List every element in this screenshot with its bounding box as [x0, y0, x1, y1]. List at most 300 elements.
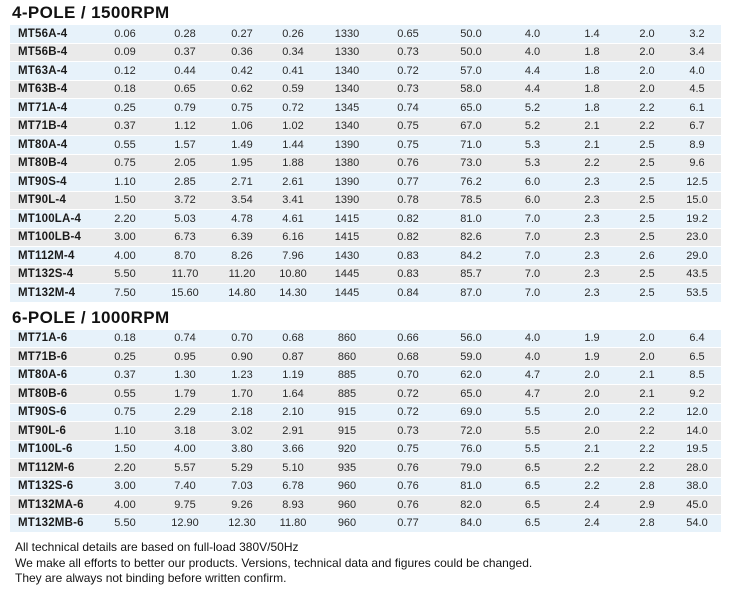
table-row [10, 404, 721, 422]
value-cell: 69.0 [460, 406, 482, 419]
value-cell: 15.60 [171, 286, 199, 299]
value-cell: 0.55 [114, 387, 136, 400]
value-cell: 2.20 [114, 212, 136, 225]
value-cell: 1.12 [174, 120, 196, 133]
value-cell: 0.76 [397, 461, 419, 474]
value-cell: 57.0 [460, 64, 482, 77]
value-cell: 1.9 [584, 350, 600, 363]
model-cell: MT80A-4 [18, 138, 68, 151]
value-cell: 1330 [334, 27, 360, 40]
value-cell: 0.68 [397, 350, 419, 363]
value-cell: 0.73 [397, 424, 419, 437]
value-cell: 2.8 [639, 480, 655, 493]
value-cell: 12.90 [171, 517, 199, 530]
value-cell: 7.40 [174, 480, 196, 493]
value-cell: 4.61 [282, 212, 304, 225]
value-cell: 0.73 [397, 83, 419, 96]
value-cell: 2.5 [639, 175, 655, 188]
table-row [10, 496, 721, 514]
value-cell: 915 [337, 424, 357, 437]
value-cell: 3.00 [114, 231, 136, 244]
value-cell: 5.10 [282, 461, 304, 474]
value-cell: 71.0 [460, 138, 482, 151]
value-cell: 2.2 [639, 101, 655, 114]
value-cell: 6.73 [174, 231, 196, 244]
value-cell: 2.5 [639, 268, 655, 281]
value-cell: 0.27 [231, 27, 253, 40]
value-cell: 58.0 [460, 83, 482, 96]
value-cell: 2.2 [639, 120, 655, 133]
value-cell: 15.0 [686, 194, 708, 207]
value-cell: 960 [337, 480, 357, 493]
value-cell: 73.0 [460, 157, 482, 170]
value-cell: 2.29 [174, 406, 196, 419]
value-cell: 5.5 [524, 424, 541, 437]
value-cell: 920 [337, 443, 357, 456]
value-cell: 0.75 [397, 443, 419, 456]
value-cell: 1.30 [174, 369, 196, 382]
value-cell: 2.05 [174, 157, 196, 170]
model-cell: MT56A-4 [18, 27, 68, 40]
value-cell: 8.5 [689, 369, 705, 382]
value-cell: 860 [337, 332, 357, 345]
footer-note-line: They are always not binding before written confirm. [15, 571, 287, 585]
value-cell: 3.54 [231, 194, 253, 207]
value-cell: 0.37 [174, 46, 196, 59]
value-cell: 0.34 [282, 46, 304, 59]
value-cell: 2.0 [584, 387, 600, 400]
value-cell: 1.50 [114, 194, 136, 207]
model-cell: MT71A-4 [18, 101, 68, 114]
value-cell: 2.5 [639, 286, 655, 299]
table-row [10, 118, 721, 136]
value-cell: 2.91 [282, 424, 304, 437]
value-cell: 4.0 [524, 332, 541, 345]
value-cell: 0.73 [397, 46, 419, 59]
value-cell: 885 [337, 387, 357, 400]
value-cell: 0.06 [114, 27, 136, 40]
value-cell: 6.4 [689, 332, 705, 345]
value-cell: 2.3 [584, 249, 600, 262]
table-row [10, 136, 721, 154]
value-cell: 2.0 [639, 46, 655, 59]
value-cell: 5.5 [524, 443, 541, 456]
value-cell: 11.70 [171, 268, 199, 281]
value-cell: 1445 [334, 268, 360, 281]
value-cell: 5.5 [524, 406, 541, 419]
value-cell: 1.8 [584, 101, 600, 114]
value-cell: 2.3 [584, 194, 600, 207]
value-cell: 0.70 [397, 369, 419, 382]
value-cell: 0.76 [397, 480, 419, 493]
value-cell: 4.00 [114, 498, 136, 511]
value-cell: 0.83 [397, 249, 419, 262]
value-cell: 4.4 [524, 64, 541, 77]
value-cell: 1.9 [584, 332, 600, 345]
value-cell: 3.00 [114, 480, 136, 493]
value-cell: 2.3 [584, 212, 600, 225]
value-cell: 14.30 [279, 286, 307, 299]
value-cell: 2.1 [584, 120, 600, 133]
value-cell: 0.79 [174, 101, 196, 114]
value-cell: 5.57 [174, 461, 196, 474]
model-cell: MT71B-6 [18, 350, 68, 363]
value-cell: 53.5 [686, 286, 708, 299]
value-cell: 4.00 [114, 249, 136, 262]
value-cell: 6.7 [689, 120, 705, 133]
model-cell: MT132MA-6 [18, 498, 84, 511]
table-row [10, 478, 721, 496]
table-row [10, 81, 721, 99]
value-cell: 5.50 [114, 268, 136, 281]
value-cell: 76.0 [460, 443, 482, 456]
value-cell: 3.2 [689, 27, 705, 40]
model-cell: MT90L-6 [18, 424, 67, 437]
value-cell: 5.2 [524, 120, 541, 133]
model-cell: MT63B-4 [18, 83, 68, 96]
value-cell: 0.55 [114, 138, 136, 151]
value-cell: 12.5 [686, 175, 708, 188]
value-cell: 82.6 [460, 231, 482, 244]
value-cell: 2.2 [639, 461, 655, 474]
value-cell: 0.66 [397, 332, 419, 345]
value-cell: 1340 [334, 120, 360, 133]
value-cell: 1430 [334, 249, 360, 262]
table-row [10, 385, 721, 403]
value-cell: 0.83 [397, 268, 419, 281]
value-cell: 0.74 [397, 101, 419, 114]
value-cell: 0.78 [397, 194, 419, 207]
value-cell: 1.10 [114, 424, 136, 437]
model-cell: MT80B-6 [18, 387, 68, 400]
value-cell: 78.5 [460, 194, 482, 207]
value-cell: 5.50 [114, 517, 136, 530]
value-cell: 56.0 [460, 332, 482, 345]
value-cell: 4.0 [524, 46, 541, 59]
value-cell: 915 [337, 406, 357, 419]
value-cell: 6.5 [524, 517, 541, 530]
value-cell: 2.5 [639, 194, 655, 207]
value-cell: 4.78 [231, 212, 253, 225]
model-cell: MT80A-6 [18, 369, 68, 382]
value-cell: 28.0 [686, 461, 708, 474]
spec-table-6pole [10, 330, 721, 533]
value-cell: 1345 [334, 101, 360, 114]
value-cell: 2.3 [584, 286, 600, 299]
value-cell: 1.57 [174, 138, 196, 151]
value-cell: 3.66 [282, 443, 304, 456]
value-cell: 1.49 [231, 138, 253, 151]
value-cell: 45.0 [686, 498, 708, 511]
value-cell: 2.0 [639, 27, 655, 40]
table-row [10, 330, 721, 348]
value-cell: 1.50 [114, 443, 136, 456]
value-cell: 960 [337, 517, 357, 530]
value-cell: 1.95 [231, 157, 253, 170]
value-cell: 4.0 [524, 27, 541, 40]
value-cell: 1.10 [114, 175, 136, 188]
model-cell: MT132S-6 [18, 480, 74, 493]
value-cell: 7.96 [282, 249, 304, 262]
value-cell: 2.0 [584, 369, 600, 382]
value-cell: 0.75 [231, 101, 253, 114]
value-cell: 6.39 [231, 231, 253, 244]
value-cell: 11.20 [228, 268, 256, 281]
table-row [10, 515, 721, 533]
value-cell: 81.0 [460, 212, 482, 225]
model-cell: MT90S-6 [18, 406, 67, 419]
value-cell: 65.0 [460, 387, 482, 400]
value-cell: 0.74 [174, 332, 196, 345]
table-row [10, 284, 721, 302]
value-cell: 29.0 [686, 249, 708, 262]
value-cell: 0.72 [282, 101, 304, 114]
value-cell: 2.1 [584, 443, 600, 456]
value-cell: 0.72 [397, 64, 419, 77]
value-cell: 0.68 [282, 332, 304, 345]
value-cell: 6.1 [689, 101, 705, 114]
value-cell: 1415 [334, 212, 360, 225]
value-cell: 1.06 [231, 120, 253, 133]
value-cell: 38.0 [686, 480, 708, 493]
value-cell: 1.23 [231, 369, 253, 382]
value-cell: 6.5 [524, 461, 541, 474]
value-cell: 2.1 [639, 369, 655, 382]
value-cell: 12.0 [686, 406, 708, 419]
value-cell: 0.42 [231, 64, 253, 77]
value-cell: 2.2 [639, 406, 655, 419]
value-cell: 2.6 [639, 249, 655, 262]
value-cell: 1.19 [282, 369, 304, 382]
model-cell: MT112M-4 [18, 249, 75, 262]
value-cell: 19.2 [686, 212, 708, 225]
model-cell: MT90L-4 [18, 194, 67, 207]
value-cell: 1.8 [584, 46, 600, 59]
value-cell: 4.0 [689, 64, 705, 77]
value-cell: 3.4 [689, 46, 705, 59]
model-cell: MT132MB-6 [18, 517, 84, 530]
value-cell: 1.64 [282, 387, 304, 400]
value-cell: 43.5 [686, 268, 708, 281]
value-cell: 2.2 [639, 443, 655, 456]
model-cell: MT100LB-4 [18, 231, 82, 244]
value-cell: 5.29 [231, 461, 253, 474]
value-cell: 0.65 [397, 27, 419, 40]
value-cell: 2.0 [639, 64, 655, 77]
value-cell: 0.41 [282, 64, 304, 77]
value-cell: 0.90 [231, 350, 253, 363]
value-cell: 2.5 [639, 157, 655, 170]
value-cell: 19.5 [686, 443, 708, 456]
value-cell: 0.26 [282, 27, 304, 40]
table-row [10, 44, 721, 62]
value-cell: 935 [337, 461, 357, 474]
value-cell: 3.72 [174, 194, 196, 207]
value-cell: 0.12 [114, 64, 136, 77]
value-cell: 1.70 [231, 387, 253, 400]
value-cell: 2.5 [639, 212, 655, 225]
value-cell: 7.0 [524, 286, 541, 299]
model-cell: MT132S-4 [18, 268, 74, 281]
value-cell: 0.36 [231, 46, 253, 59]
value-cell: 1415 [334, 231, 360, 244]
value-cell: 0.82 [397, 212, 419, 225]
value-cell: 14.80 [228, 286, 256, 299]
value-cell: 1.8 [584, 83, 600, 96]
value-cell: 1.44 [282, 138, 304, 151]
value-cell: 1340 [334, 64, 360, 77]
value-cell: 84.0 [460, 517, 482, 530]
value-cell: 50.0 [460, 27, 482, 40]
value-cell: 0.76 [397, 498, 419, 511]
value-cell: 2.2 [639, 424, 655, 437]
value-cell: 2.9 [639, 498, 655, 511]
model-cell: MT80B-4 [18, 157, 68, 170]
value-cell: 14.0 [686, 424, 708, 437]
value-cell: 8.9 [689, 138, 705, 151]
value-cell: 0.75 [114, 406, 136, 419]
value-cell: 2.0 [584, 406, 600, 419]
value-cell: 0.72 [397, 387, 419, 400]
value-cell: 0.09 [114, 46, 136, 59]
value-cell: 3.41 [282, 194, 304, 207]
value-cell: 1390 [334, 175, 360, 188]
value-cell: 0.65 [174, 83, 196, 96]
model-cell: MT100L-6 [18, 443, 73, 456]
value-cell: 1.88 [282, 157, 304, 170]
value-cell: 2.0 [639, 350, 655, 363]
model-cell: MT112M-6 [18, 461, 75, 474]
value-cell: 1.79 [174, 387, 196, 400]
value-cell: 0.37 [114, 120, 136, 133]
table-row [10, 266, 721, 284]
value-cell: 2.5 [639, 231, 655, 244]
value-cell: 6.16 [282, 231, 304, 244]
spec-table-4pole [10, 25, 721, 302]
value-cell: 50.0 [460, 46, 482, 59]
table-row [10, 25, 721, 43]
model-cell: MT56B-4 [18, 46, 68, 59]
value-cell: 0.44 [174, 64, 196, 77]
value-cell: 11.80 [279, 517, 307, 530]
value-cell: 2.20 [114, 461, 136, 474]
value-cell: 9.6 [689, 157, 705, 170]
model-cell: MT63A-4 [18, 64, 68, 77]
model-cell: MT71A-6 [18, 332, 68, 345]
value-cell: 0.62 [231, 83, 253, 96]
value-cell: 2.4 [584, 498, 600, 511]
table-row [10, 459, 721, 477]
value-cell: 6.0 [524, 194, 541, 207]
value-cell: 0.75 [397, 138, 419, 151]
value-cell: 81.0 [460, 480, 482, 493]
value-cell: 2.4 [584, 517, 600, 530]
value-cell: 62.0 [460, 369, 482, 382]
value-cell: 4.4 [524, 83, 541, 96]
model-cell: MT71B-4 [18, 120, 68, 133]
value-cell: 2.5 [639, 138, 655, 151]
table-row [10, 422, 721, 440]
value-cell: 2.0 [639, 332, 655, 345]
value-cell: 85.7 [460, 268, 482, 281]
value-cell: 9.26 [231, 498, 253, 511]
value-cell: 4.7 [524, 369, 541, 382]
value-cell: 2.8 [639, 517, 655, 530]
value-cell: 0.25 [114, 350, 136, 363]
value-cell: 5.03 [174, 212, 196, 225]
value-cell: 0.77 [397, 175, 419, 188]
table-row [10, 441, 721, 459]
value-cell: 9.2 [689, 387, 705, 400]
value-cell: 54.0 [686, 517, 708, 530]
value-cell: 4.00 [174, 443, 196, 456]
value-cell: 6.5 [689, 350, 705, 363]
value-cell: 7.50 [114, 286, 136, 299]
value-cell: 3.18 [174, 424, 196, 437]
value-cell: 1.02 [282, 120, 304, 133]
value-cell: 885 [337, 369, 357, 382]
model-cell: MT132M-4 [18, 286, 76, 299]
table-row [10, 173, 721, 191]
model-cell: MT100LA-4 [18, 212, 82, 225]
value-cell: 2.18 [231, 406, 253, 419]
value-cell: 9.75 [174, 498, 196, 511]
value-cell: 1390 [334, 138, 360, 151]
value-cell: 2.2 [584, 157, 600, 170]
value-cell: 0.75 [397, 120, 419, 133]
value-cell: 1445 [334, 286, 360, 299]
value-cell: 7.0 [524, 268, 541, 281]
value-cell: 0.18 [114, 332, 136, 345]
table-row [10, 192, 721, 210]
value-cell: 59.0 [460, 350, 482, 363]
value-cell: 0.37 [114, 369, 136, 382]
value-cell: 6.5 [524, 480, 541, 493]
value-cell: 1380 [334, 157, 360, 170]
value-cell: 12.30 [228, 517, 256, 530]
value-cell: 1.8 [584, 64, 600, 77]
value-cell: 0.72 [397, 406, 419, 419]
value-cell: 79.0 [460, 461, 482, 474]
value-cell: 2.3 [584, 175, 600, 188]
value-cell: 2.71 [231, 175, 253, 188]
value-cell: 960 [337, 498, 357, 511]
table-row [10, 348, 721, 366]
value-cell: 65.0 [460, 101, 482, 114]
value-cell: 82.0 [460, 498, 482, 511]
table-row [10, 247, 721, 265]
value-cell: 0.70 [231, 332, 253, 345]
value-cell: 7.0 [524, 231, 541, 244]
table-row [10, 210, 721, 228]
value-cell: 8.26 [231, 249, 253, 262]
value-cell: 0.75 [114, 157, 136, 170]
value-cell: 6.5 [524, 498, 541, 511]
value-cell: 1390 [334, 194, 360, 207]
value-cell: 23.0 [686, 231, 708, 244]
value-cell: 76.2 [460, 175, 482, 188]
value-cell: 6.78 [282, 480, 304, 493]
value-cell: 4.0 [524, 350, 541, 363]
value-cell: 2.10 [282, 406, 304, 419]
value-cell: 1330 [334, 46, 360, 59]
value-cell: 87.0 [460, 286, 482, 299]
value-cell: 7.0 [524, 249, 541, 262]
value-cell: 0.77 [397, 517, 419, 530]
value-cell: 6.0 [524, 175, 541, 188]
table-row [10, 62, 721, 80]
value-cell: 4.7 [524, 387, 541, 400]
